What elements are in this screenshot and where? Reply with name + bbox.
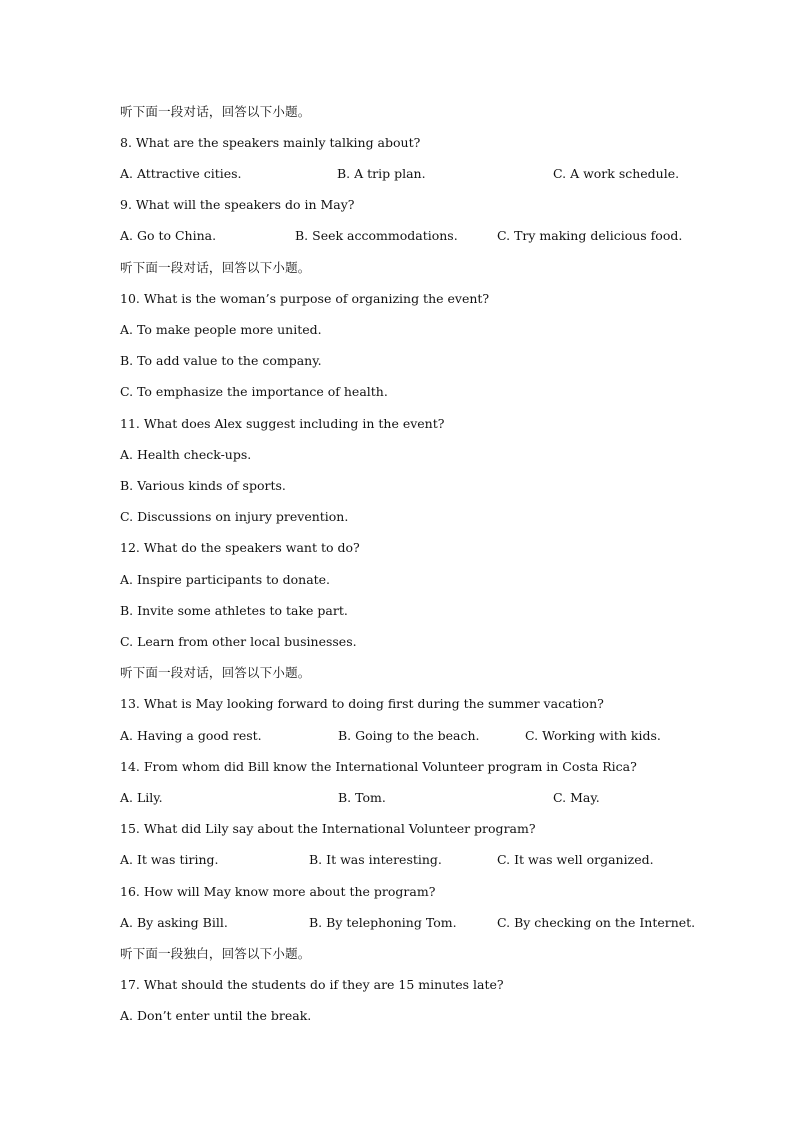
- section-heading: 听下面一段对话，回答以下小题。: [120, 104, 311, 119]
- option-14-a[interactable]: A. Lily.: [120, 790, 163, 805]
- options-row-9: [120, 226, 683, 246]
- option-16-b[interactable]: B. By telephoning Tom.: [309, 915, 457, 930]
- option-8-c[interactable]: C. A work schedule.: [553, 166, 680, 181]
- option-11-a[interactable]: A. Health check-ups.: [120, 447, 252, 462]
- option-15-b[interactable]: B. It was interesting.: [309, 852, 442, 867]
- options-row-16: [120, 913, 696, 933]
- option-9-a[interactable]: A. Go to China.: [120, 228, 217, 243]
- question-stem-15: 15. What did Lily say about the International Volunteer program?: [120, 821, 536, 836]
- option-13-b[interactable]: B. Going to the beach.: [338, 728, 480, 743]
- question-stem-14: 14. From whom did Bill know the International Volunteer program in Costa Rica?: [120, 759, 637, 774]
- option-9-c[interactable]: C. Try making delicious food.: [497, 228, 683, 243]
- option-17-a[interactable]: A. Don’t enter until the break.: [120, 1008, 312, 1023]
- option-10-c[interactable]: C. To emphasize the importance of health.: [120, 384, 388, 399]
- option-10-b[interactable]: B. To add value to the company.: [120, 353, 322, 368]
- question-stem-13: 13. What is May looking forward to doing first during the summer vacation?: [120, 696, 604, 711]
- option-12-b[interactable]: B. Invite some athletes to take part.: [120, 603, 348, 618]
- option-16-a[interactable]: A. By asking Bill.: [120, 915, 228, 930]
- option-10-a[interactable]: A. To make people more united.: [120, 322, 322, 337]
- option-15-a[interactable]: A. It was tiring.: [120, 852, 219, 867]
- option-8-a[interactable]: A. Attractive cities.: [120, 166, 242, 181]
- question-stem-11: 11. What does Alex suggest including in the event?: [120, 416, 445, 431]
- section-heading: 听下面一段独白，回答以下小题。: [120, 946, 311, 961]
- option-9-b[interactable]: B. Seek accommodations.: [295, 228, 458, 243]
- option-12-c[interactable]: C. Learn from other local businesses.: [120, 634, 357, 649]
- option-14-c[interactable]: C. May.: [553, 790, 600, 805]
- options-row-15: [120, 850, 680, 870]
- question-stem-16: 16. How will May know more about the program?: [120, 884, 436, 899]
- option-13-c[interactable]: C. Working with kids.: [525, 728, 661, 743]
- question-stem-9: 9. What will the speakers do in May?: [120, 197, 355, 212]
- question-stem-10: 10. What is the woman’s purpose of organizing the event?: [120, 291, 490, 306]
- option-8-b[interactable]: B. A trip plan.: [337, 166, 426, 181]
- options-row-14: [120, 788, 680, 808]
- question-stem-8: 8. What are the speakers mainly talking about?: [120, 135, 421, 150]
- question-stem-12: 12. What do the speakers want to do?: [120, 540, 360, 555]
- option-12-a[interactable]: A. Inspire participants to donate.: [120, 572, 331, 587]
- section-heading: 听下面一段对话，回答以下小题。: [120, 665, 311, 680]
- option-16-c[interactable]: C. By checking on the Internet.: [497, 915, 696, 930]
- option-14-b[interactable]: B. Tom.: [338, 790, 386, 805]
- section-heading: 听下面一段对话，回答以下小题。: [120, 260, 311, 275]
- option-15-c[interactable]: C. It was well organized.: [497, 852, 654, 867]
- options-row-8: [120, 164, 680, 184]
- question-stem-17: 17. What should the students do if they are 15 minutes late?: [120, 977, 504, 992]
- option-13-a[interactable]: A. Having a good rest.: [120, 728, 262, 743]
- options-row-13: [120, 726, 680, 746]
- option-11-b[interactable]: B. Various kinds of sports.: [120, 478, 286, 493]
- option-11-c[interactable]: C. Discussions on injury prevention.: [120, 509, 349, 524]
